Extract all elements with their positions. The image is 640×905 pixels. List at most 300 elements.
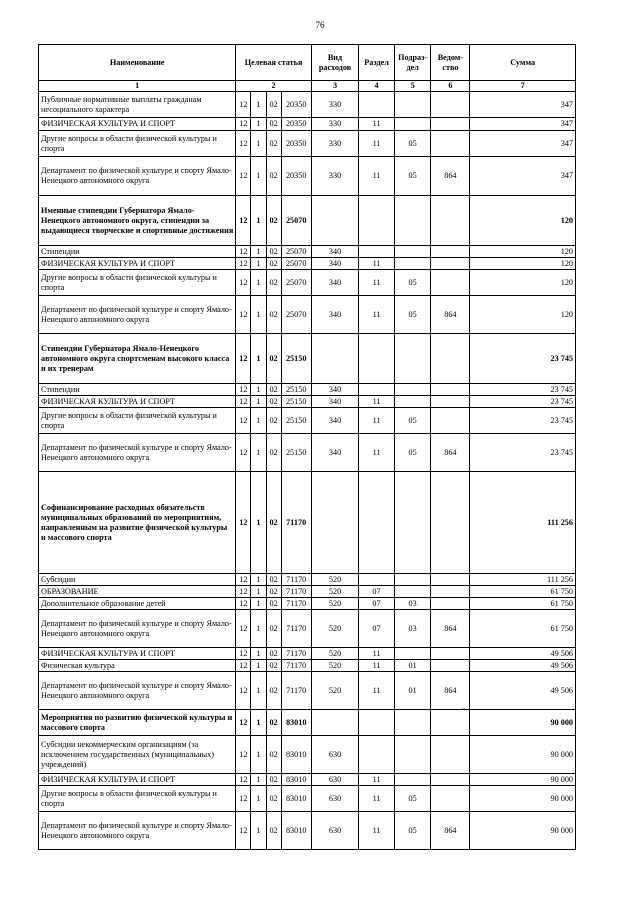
- subsection: [394, 736, 431, 774]
- expense-type: 520: [311, 586, 358, 598]
- code-part-4: 71170: [281, 672, 311, 710]
- code-part-3: 02: [266, 610, 281, 648]
- section: 11: [359, 774, 395, 786]
- code-part-4: 25150: [281, 334, 311, 384]
- code-part-3: 02: [266, 246, 281, 258]
- code-part-1: 12: [236, 598, 251, 610]
- code-part-1: 12: [236, 408, 251, 434]
- code-part-3: 02: [266, 131, 281, 157]
- department-code: [431, 736, 470, 774]
- department-code: 864: [431, 157, 470, 196]
- code-part-3: 02: [266, 648, 281, 660]
- sum-value: 90 000: [470, 774, 576, 786]
- table-row: [39, 774, 576, 786]
- code-part-4: 71170: [281, 574, 311, 586]
- subsection: 05: [394, 131, 431, 157]
- sum-value: 347: [470, 131, 576, 157]
- sum-value: 111 256: [470, 472, 576, 574]
- sum-value: 120: [470, 246, 576, 258]
- code-part-1: 12: [236, 812, 251, 850]
- sum-value: 49 506: [470, 648, 576, 660]
- section: 11: [359, 258, 395, 270]
- row-name: Софинансирование расходных обязательств муниципальных образований по мероприятиям, направленным на развитие физической культуры и массового спорта: [39, 472, 236, 574]
- code-part-4: 71170: [281, 610, 311, 648]
- column-number: 3: [311, 81, 358, 92]
- code-part-3: 02: [266, 672, 281, 710]
- expense-type: 520: [311, 574, 358, 586]
- section: 11: [359, 648, 395, 660]
- code-part-1: 12: [236, 196, 251, 246]
- code-part-2: 1: [251, 396, 266, 408]
- code-part-3: 02: [266, 598, 281, 610]
- code-part-1: 12: [236, 296, 251, 334]
- table-row: [39, 408, 576, 434]
- subsection: 05: [394, 296, 431, 334]
- subsection: [394, 586, 431, 598]
- code-part-1: 12: [236, 710, 251, 736]
- expense-type: 630: [311, 736, 358, 774]
- code-part-4: 25070: [281, 196, 311, 246]
- sum-value: 90 000: [470, 736, 576, 774]
- row-name: Другие вопросы в области физической культуры и спорта: [39, 408, 236, 434]
- code-part-3: 02: [266, 196, 281, 246]
- section: 11: [359, 672, 395, 710]
- sum-value: 23 745: [470, 408, 576, 434]
- table-row: [39, 736, 576, 774]
- sum-value: 61 750: [470, 598, 576, 610]
- table-row: [39, 598, 576, 610]
- sum-value: 90 000: [470, 812, 576, 850]
- code-part-1: 12: [236, 648, 251, 660]
- page-number: 76: [315, 20, 325, 30]
- code-part-2: 1: [251, 131, 266, 157]
- code-part-1: 12: [236, 118, 251, 131]
- table-row: [39, 157, 576, 196]
- code-part-4: 25150: [281, 408, 311, 434]
- code-part-4: 71170: [281, 472, 311, 574]
- subsection: 05: [394, 270, 431, 296]
- expense-type: 630: [311, 786, 358, 812]
- table-row: [39, 246, 576, 258]
- table-row: [39, 812, 576, 850]
- code-part-3: 02: [266, 660, 281, 672]
- sum-value: 90 000: [470, 786, 576, 812]
- code-part-2: 1: [251, 408, 266, 434]
- code-part-4: 83010: [281, 812, 311, 850]
- table-row: [39, 258, 576, 270]
- code-part-3: 02: [266, 774, 281, 786]
- row-name: Другие вопросы в области физической культуры и спорта: [39, 270, 236, 296]
- department-code: [431, 408, 470, 434]
- section: 11: [359, 296, 395, 334]
- section: [359, 736, 395, 774]
- code-part-2: 1: [251, 598, 266, 610]
- subsection: 05: [394, 434, 431, 472]
- header-section: Раздел: [359, 45, 395, 81]
- row-name: ФИЗИЧЕСКАЯ КУЛЬТУРА И СПОРТ: [39, 774, 236, 786]
- subsection: [394, 92, 431, 118]
- row-name: Департамент по физической культуре и спорту Ямало-Ненецкого автономного округа: [39, 434, 236, 472]
- section: 11: [359, 812, 395, 850]
- table-row: [39, 92, 576, 118]
- code-part-2: 1: [251, 92, 266, 118]
- section: 11: [359, 157, 395, 196]
- department-code: 864: [431, 610, 470, 648]
- code-part-2: 1: [251, 774, 266, 786]
- section: 11: [359, 434, 395, 472]
- code-part-1: 12: [236, 434, 251, 472]
- sum-value: 90 000: [470, 710, 576, 736]
- sum-value: 347: [470, 118, 576, 131]
- sum-value: 347: [470, 92, 576, 118]
- section: 11: [359, 131, 395, 157]
- code-part-1: 12: [236, 396, 251, 408]
- subsection: 01: [394, 660, 431, 672]
- code-part-4: 83010: [281, 786, 311, 812]
- subsection: 05: [394, 786, 431, 812]
- section: [359, 246, 395, 258]
- code-part-4: 20350: [281, 157, 311, 196]
- code-part-4: 71170: [281, 648, 311, 660]
- expense-type: 340: [311, 270, 358, 296]
- code-part-3: 02: [266, 384, 281, 396]
- row-name: Физическая культура: [39, 660, 236, 672]
- section: 11: [359, 786, 395, 812]
- department-code: [431, 196, 470, 246]
- section: 11: [359, 118, 395, 131]
- expense-type: 340: [311, 434, 358, 472]
- expense-type: [311, 710, 358, 736]
- row-name: Департамент по физической культуре и спорту Ямало-Ненецкого автономного округа: [39, 296, 236, 334]
- row-name: Стипендии: [39, 246, 236, 258]
- header-expense-type: Вид расходов: [311, 45, 358, 81]
- code-part-2: 1: [251, 710, 266, 736]
- subsection: 01: [394, 672, 431, 710]
- code-part-3: 02: [266, 296, 281, 334]
- department-code: [431, 118, 470, 131]
- expense-type: 330: [311, 92, 358, 118]
- code-part-2: 1: [251, 246, 266, 258]
- code-part-3: 02: [266, 270, 281, 296]
- code-part-2: 1: [251, 334, 266, 384]
- code-part-2: 1: [251, 157, 266, 196]
- department-code: [431, 586, 470, 598]
- expense-type: 340: [311, 296, 358, 334]
- table-body: [39, 92, 576, 850]
- department-code: [431, 598, 470, 610]
- row-name: Стипендии: [39, 384, 236, 396]
- subsection: 05: [394, 408, 431, 434]
- code-part-3: 02: [266, 334, 281, 384]
- code-part-3: 02: [266, 812, 281, 850]
- sum-value: 120: [470, 258, 576, 270]
- code-part-2: 1: [251, 196, 266, 246]
- sum-value: 23 745: [470, 396, 576, 408]
- department-code: [431, 92, 470, 118]
- header-sum: Сумма: [470, 45, 576, 81]
- section: [359, 92, 395, 118]
- subsection: [394, 774, 431, 786]
- table-row: [39, 131, 576, 157]
- row-name: Стипендии Губернатора Ямало-Ненецкого автономного округа спортсменам высокого класса и их тренерам: [39, 334, 236, 384]
- code-part-1: 12: [236, 660, 251, 672]
- code-part-4: 25070: [281, 270, 311, 296]
- expense-type: 330: [311, 157, 358, 196]
- expense-type: 520: [311, 610, 358, 648]
- code-part-4: 25150: [281, 434, 311, 472]
- sum-value: 61 750: [470, 610, 576, 648]
- code-part-1: 12: [236, 270, 251, 296]
- department-code: [431, 396, 470, 408]
- code-part-2: 1: [251, 472, 266, 574]
- code-part-2: 1: [251, 258, 266, 270]
- code-part-3: 02: [266, 586, 281, 598]
- subsection: [394, 648, 431, 660]
- column-number: 6: [431, 81, 470, 92]
- row-name: Департамент по физической культуре и спорту Ямало-Ненецкого автономного округа: [39, 157, 236, 196]
- table-row: [39, 574, 576, 586]
- code-part-3: 02: [266, 710, 281, 736]
- section: [359, 334, 395, 384]
- code-part-2: 1: [251, 296, 266, 334]
- department-code: [431, 246, 470, 258]
- column-number: 5: [394, 81, 431, 92]
- table-row: [39, 472, 576, 574]
- expense-type: 330: [311, 118, 358, 131]
- budget-table: [38, 44, 576, 850]
- row-name: ОБРАЗОВАНИЕ: [39, 586, 236, 598]
- subsection: [394, 396, 431, 408]
- code-part-4: 20350: [281, 118, 311, 131]
- table-row: [39, 786, 576, 812]
- subsection: [394, 472, 431, 574]
- section: [359, 710, 395, 736]
- header-target-article: Целевая статья: [236, 45, 311, 81]
- code-part-1: 12: [236, 736, 251, 774]
- code-part-4: 20350: [281, 131, 311, 157]
- row-name: Мероприятия по развитию физической культуры и массового спорта: [39, 710, 236, 736]
- code-part-3: 02: [266, 92, 281, 118]
- section: 11: [359, 660, 395, 672]
- code-part-1: 12: [236, 258, 251, 270]
- code-part-1: 12: [236, 786, 251, 812]
- column-number: 2: [236, 81, 311, 92]
- table-row: [39, 396, 576, 408]
- code-part-4: 25070: [281, 296, 311, 334]
- row-name: Другие вопросы в области физической культуры и спорта: [39, 786, 236, 812]
- code-part-2: 1: [251, 672, 266, 710]
- sum-value: 61 750: [470, 586, 576, 598]
- row-name: Департамент по физической культуре и спорту Ямало-Ненецкого автономного округа: [39, 812, 236, 850]
- table-row: [39, 334, 576, 384]
- code-part-4: 20350: [281, 92, 311, 118]
- expense-type: 520: [311, 598, 358, 610]
- sum-value: 347: [470, 157, 576, 196]
- expense-type: 330: [311, 131, 358, 157]
- section: [359, 574, 395, 586]
- row-name: ФИЗИЧЕСКАЯ КУЛЬТУРА И СПОРТ: [39, 258, 236, 270]
- table-row: [39, 610, 576, 648]
- subsection: 05: [394, 157, 431, 196]
- sum-value: 49 506: [470, 672, 576, 710]
- code-part-4: 83010: [281, 774, 311, 786]
- department-code: 864: [431, 812, 470, 850]
- department-code: [431, 574, 470, 586]
- department-code: 864: [431, 296, 470, 334]
- header-row: [39, 45, 576, 81]
- expense-type: 630: [311, 812, 358, 850]
- column-number: 1: [39, 81, 236, 92]
- table-row: [39, 270, 576, 296]
- code-part-2: 1: [251, 586, 266, 598]
- code-part-3: 02: [266, 408, 281, 434]
- department-code: [431, 131, 470, 157]
- expense-type: 520: [311, 648, 358, 660]
- sum-value: 49 506: [470, 660, 576, 672]
- subsection: [394, 118, 431, 131]
- section: [359, 196, 395, 246]
- table-row: [39, 648, 576, 660]
- expense-type: [311, 196, 358, 246]
- row-name: Департамент по физической культуре и спорту Ямало-Ненецкого автономного округа: [39, 610, 236, 648]
- row-name: Департамент по физической культуре и спорту Ямало-Ненецкого автономного округа: [39, 672, 236, 710]
- row-name: Публичные нормативные выплаты гражданам несоциального характера: [39, 92, 236, 118]
- subsection: [394, 258, 431, 270]
- code-part-4: 83010: [281, 736, 311, 774]
- expense-type: 520: [311, 672, 358, 710]
- header-subsection: Подраз- дел: [394, 45, 431, 81]
- row-name: Другие вопросы в области физической культуры и спорта: [39, 131, 236, 157]
- code-part-4: 25070: [281, 246, 311, 258]
- section: 11: [359, 270, 395, 296]
- table-row: [39, 710, 576, 736]
- code-part-2: 1: [251, 574, 266, 586]
- sum-value: 23 745: [470, 334, 576, 384]
- section: 11: [359, 408, 395, 434]
- code-part-4: 71170: [281, 598, 311, 610]
- code-part-2: 1: [251, 270, 266, 296]
- code-part-1: 12: [236, 586, 251, 598]
- code-part-3: 02: [266, 736, 281, 774]
- sum-value: 23 745: [470, 434, 576, 472]
- code-part-3: 02: [266, 574, 281, 586]
- code-part-2: 1: [251, 786, 266, 812]
- department-code: [431, 334, 470, 384]
- subsection: [394, 384, 431, 396]
- code-part-4: 71170: [281, 586, 311, 598]
- table-row: [39, 296, 576, 334]
- subsection: [394, 710, 431, 736]
- code-part-1: 12: [236, 246, 251, 258]
- code-part-2: 1: [251, 434, 266, 472]
- table-row: [39, 586, 576, 598]
- header-department: Ведом- ство: [431, 45, 470, 81]
- table-row: [39, 672, 576, 710]
- table-row: [39, 434, 576, 472]
- code-part-3: 02: [266, 118, 281, 131]
- sum-value: 120: [470, 196, 576, 246]
- code-part-3: 02: [266, 472, 281, 574]
- section: 07: [359, 598, 395, 610]
- code-part-4: 83010: [281, 710, 311, 736]
- code-part-3: 02: [266, 786, 281, 812]
- column-number-row: [39, 81, 576, 92]
- expense-type: 630: [311, 774, 358, 786]
- code-part-1: 12: [236, 472, 251, 574]
- subsection: 03: [394, 598, 431, 610]
- sum-value: 120: [470, 270, 576, 296]
- code-part-1: 12: [236, 334, 251, 384]
- department-code: [431, 786, 470, 812]
- row-name: ФИЗИЧЕСКАЯ КУЛЬТУРА И СПОРТ: [39, 396, 236, 408]
- subsection: [394, 196, 431, 246]
- row-name: Именные стипендии Губернатора Ямало-Ненецкого автономного округа, стипендии за выдающиеся творческие и спортивные достижения: [39, 196, 236, 246]
- code-part-2: 1: [251, 812, 266, 850]
- department-code: 864: [431, 672, 470, 710]
- department-code: [431, 270, 470, 296]
- expense-type: 340: [311, 384, 358, 396]
- code-part-1: 12: [236, 92, 251, 118]
- code-part-2: 1: [251, 660, 266, 672]
- code-part-4: 71170: [281, 660, 311, 672]
- expense-type: 340: [311, 396, 358, 408]
- column-number: 7: [470, 81, 576, 92]
- section: 07: [359, 586, 395, 598]
- section: 11: [359, 396, 395, 408]
- code-part-3: 02: [266, 396, 281, 408]
- department-code: [431, 648, 470, 660]
- header-name: Наименование: [39, 45, 236, 81]
- table-row: [39, 196, 576, 246]
- table-row: [39, 118, 576, 131]
- code-part-1: 12: [236, 574, 251, 586]
- row-name: ФИЗИЧЕСКАЯ КУЛЬТУРА И СПОРТ: [39, 648, 236, 660]
- code-part-1: 12: [236, 131, 251, 157]
- code-part-4: 25070: [281, 258, 311, 270]
- section: [359, 472, 395, 574]
- code-part-3: 02: [266, 258, 281, 270]
- subsection: 05: [394, 812, 431, 850]
- department-code: [431, 384, 470, 396]
- code-part-4: 25150: [281, 384, 311, 396]
- sum-value: 23 745: [470, 384, 576, 396]
- department-code: [431, 258, 470, 270]
- row-name: Дополнительное образование детей: [39, 598, 236, 610]
- section: [359, 384, 395, 396]
- code-part-1: 12: [236, 672, 251, 710]
- department-code: [431, 660, 470, 672]
- code-part-4: 25150: [281, 396, 311, 408]
- section: 07: [359, 610, 395, 648]
- expense-type: 520: [311, 660, 358, 672]
- table-row: [39, 384, 576, 396]
- sum-value: 120: [470, 296, 576, 334]
- code-part-2: 1: [251, 384, 266, 396]
- code-part-1: 12: [236, 774, 251, 786]
- department-code: [431, 472, 470, 574]
- code-part-3: 02: [266, 157, 281, 196]
- expense-type: 340: [311, 258, 358, 270]
- expense-type: 340: [311, 408, 358, 434]
- code-part-1: 12: [236, 157, 251, 196]
- sum-value: 111 256: [470, 574, 576, 586]
- code-part-2: 1: [251, 118, 266, 131]
- subsection: [394, 246, 431, 258]
- expense-type: [311, 334, 358, 384]
- department-code: [431, 774, 470, 786]
- scan-mark: ": [462, 707, 465, 715]
- expense-type: [311, 472, 358, 574]
